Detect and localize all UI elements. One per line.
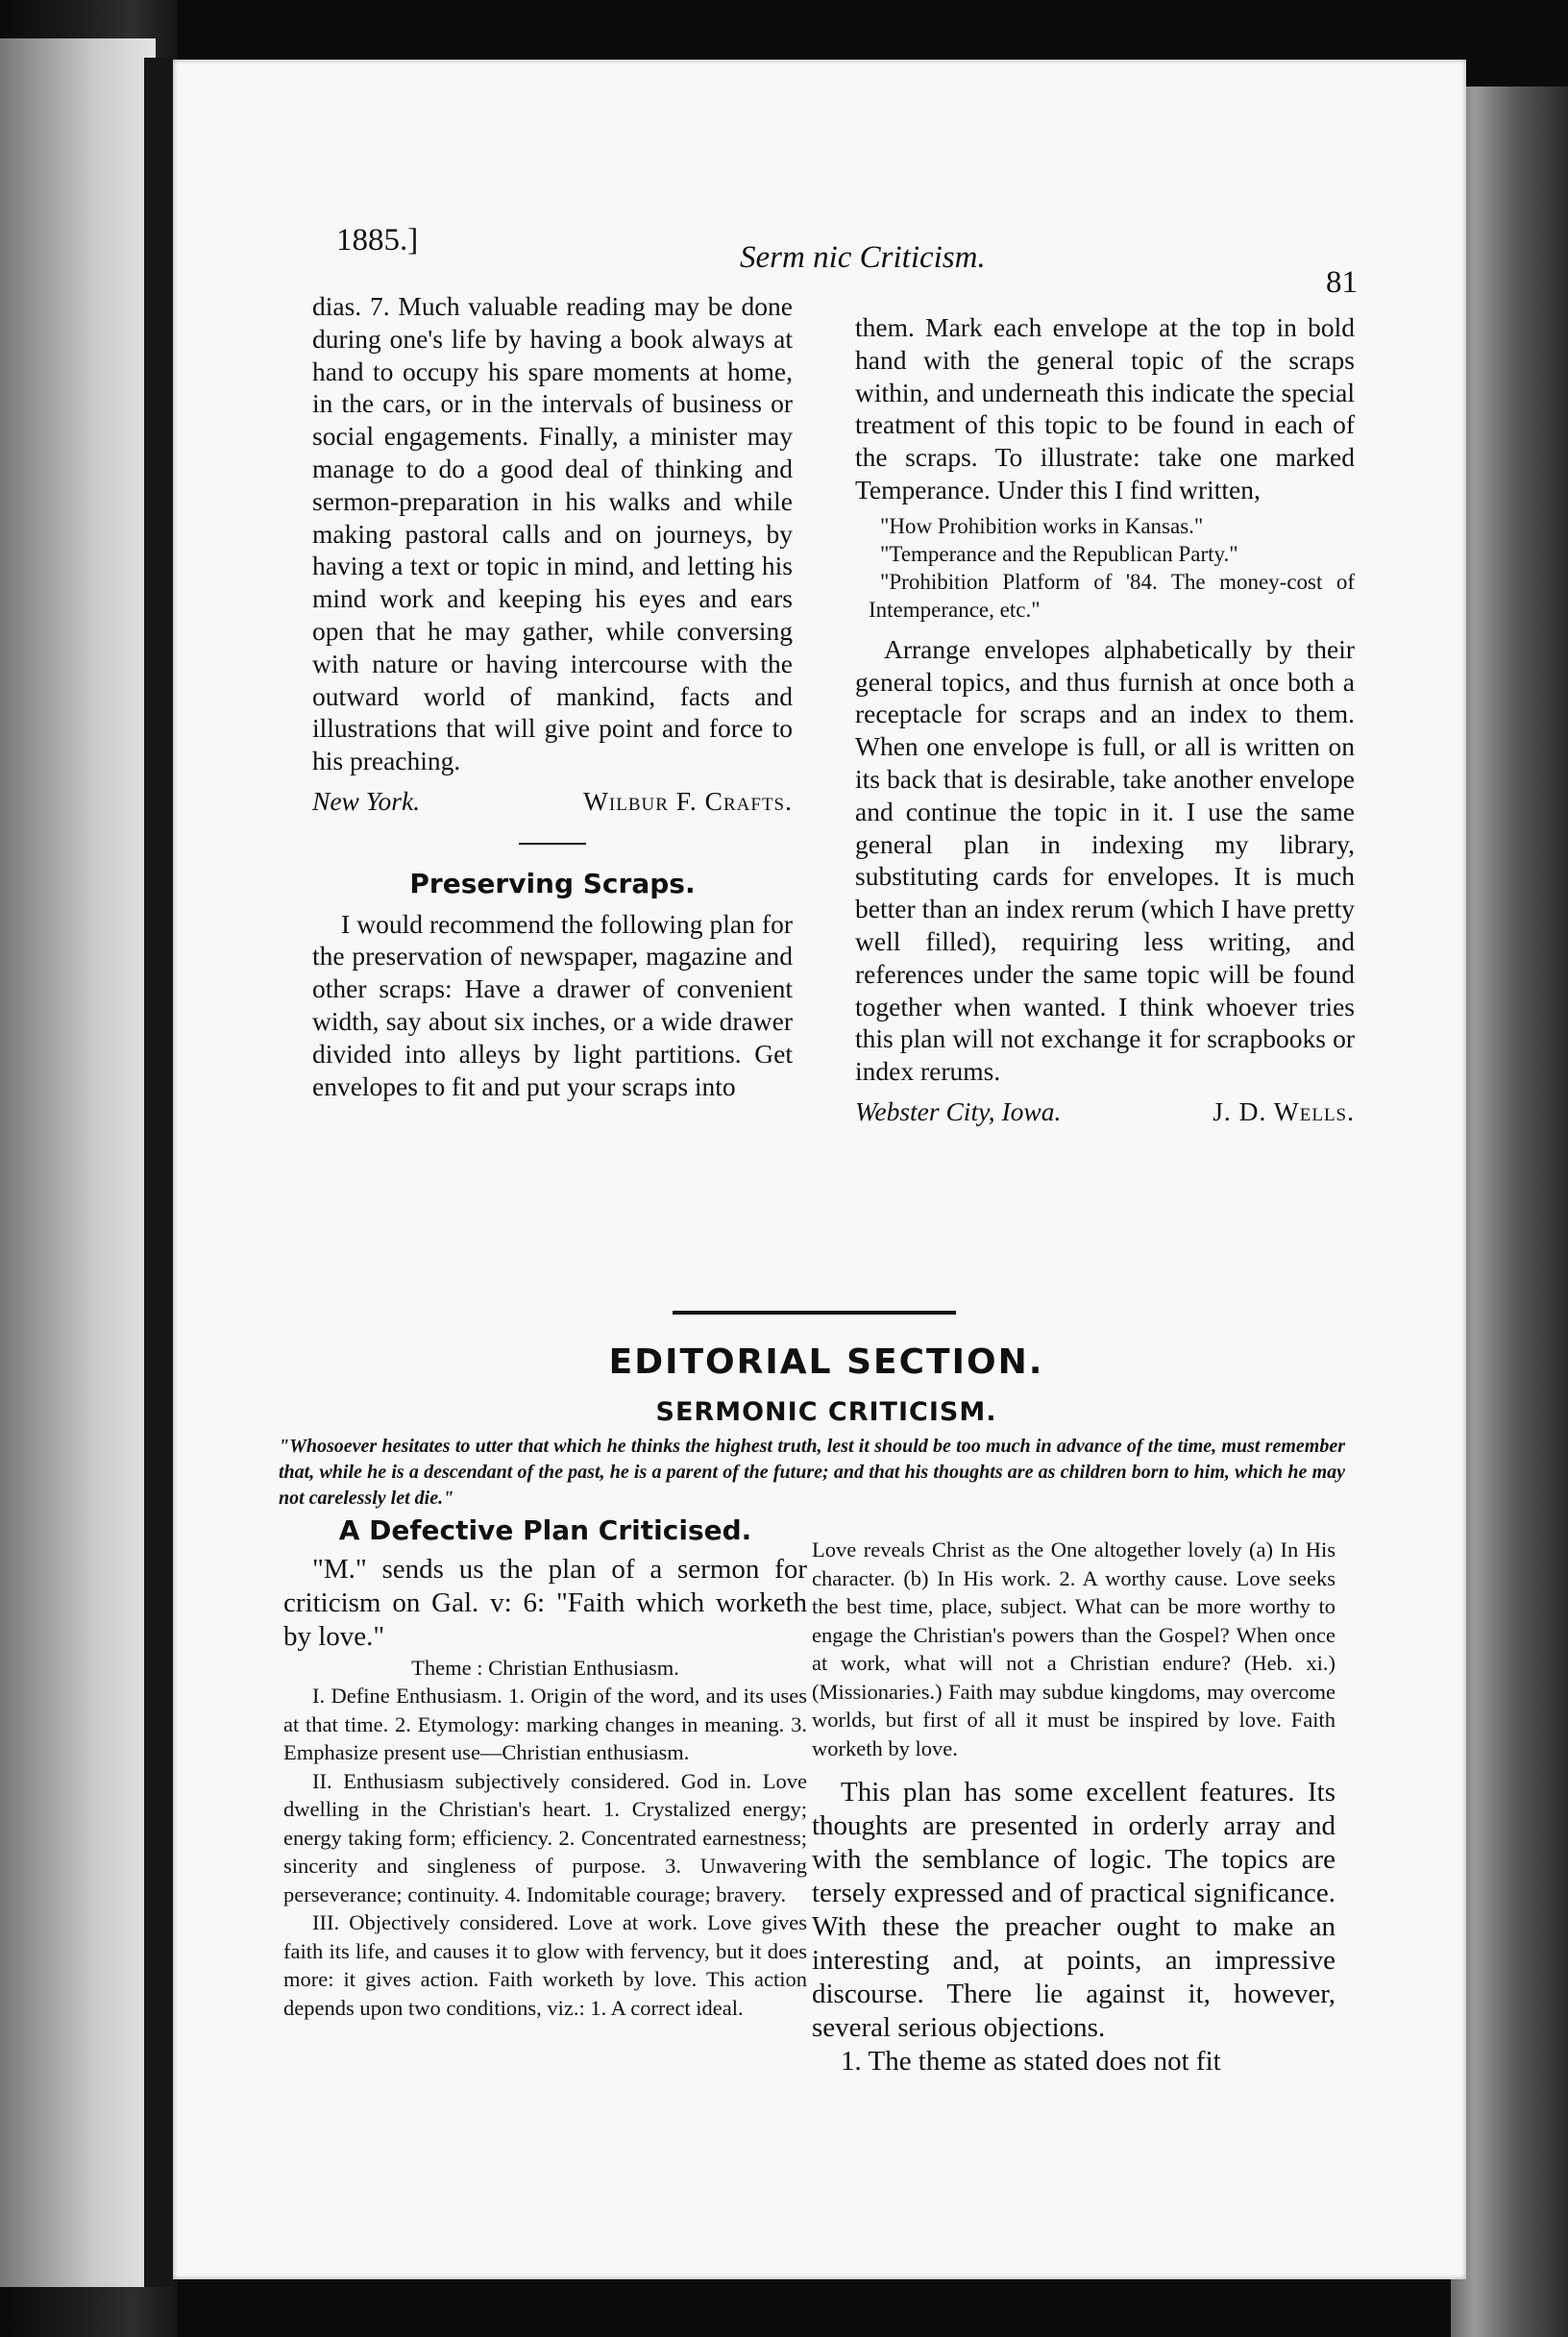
editorial-subtitle: SERMONIC CRITICISM.	[655, 1397, 997, 1427]
plan-point-1: I. Define Enthusiasm. 1. Origin of the word, and its uses at that time. 2. Etymology: marking changes in meaning. 3. Emphasize present use—Christian enthusiasm.	[283, 1684, 807, 1764]
objection-1: 1. The theme as stated does not fit	[841, 2046, 1221, 2077]
signature-name: J. D. Wells.	[1213, 1095, 1355, 1126]
critique-theme: Theme : Christian Enthusiasm.	[411, 1655, 679, 1680]
section-divider	[519, 843, 586, 845]
gutter-shadow	[144, 58, 171, 2287]
critique-comment: This plan has some excellent features. Its thoughts are presented in orderly array and with the semblance of logic. The topics are tersely expressed and of practical significance. With these the preacher ought to make an interesting and, at points, an impressive discourse. There lie against it, however, several serious objections.	[812, 1777, 1335, 2043]
signature-place: New York.	[312, 785, 421, 816]
running-title: Serm nic Criticism.	[740, 240, 986, 275]
critique-heading: A Defective Plan Criticised.	[338, 1514, 752, 1546]
lower-left-column	[283, 1511, 807, 2022]
editorial-divider	[673, 1311, 956, 1315]
page-number: 81	[1326, 265, 1358, 300]
section-paragraph: I would recommend the following plan for the preservation of newspaper, magazine and other scraps: Have a drawer of convenient width, say about six inches, or a wide drawer divided into alleys by light partitions. Get envelopes to fit and put your scraps into	[312, 908, 793, 1101]
header-year: 1885.]	[336, 223, 419, 258]
signature-place: Webster City, Iowa.	[855, 1095, 1062, 1126]
right-column	[855, 311, 1355, 1128]
facing-page-edge	[0, 38, 156, 2287]
right-paragraph-2: Arrange envelopes alphabetically by their general topics, and thus furnish at once both a receptacle for scraps and an index to them. When one envelope is full, or all is written on its back that is desirable, take another envelope and continue the topic in it. I use the same general plan in indexing my library, substituting cards for envelopes. It is much better than an index rerum (which I have pretty well filled), requiring less writing, and references under the same topic will be found together when wanted. I think whoever tries this plan will not exchange it for scrapbooks or index rerums.	[855, 633, 1355, 1087]
quote-item: "Temperance and the Republican Party."	[880, 541, 1238, 566]
epigraph: "Whosoever hesitates to utter that which he thinks the highest truth, lest it should be too much in advance of the time, must remember that, while he is a descendant of the past, he is a parent of the future; and that his thoughts are as children born to him, which he may not carelessly let die."	[279, 1436, 1345, 1509]
lower-right-column	[812, 1536, 1335, 2079]
quote-item: "How Prohibition works in Kansas."	[880, 513, 1204, 538]
book-page	[173, 60, 1466, 2279]
editorial-title: EDITORIAL SECTION.	[608, 1342, 1044, 1382]
plan-point-3: III. Objectively considered. Love at work. Love gives faith its life, and causes it to glow with fervency, but it does more: it gives action. Faith worketh by love. This action depends upon two conditions, viz.: 1. A correct ideal.	[283, 1910, 807, 2020]
left-column	[312, 290, 793, 1102]
critique-intro: "M." sends us the plan of a sermon for criticism on Gal. v: 6: "Faith which worketh by love."	[283, 1553, 807, 1652]
plan-point-2: II. Enthusiasm subjectively considered. God in. Love dwelling in the Christian's heart. 1. Crystalized energy; energy taking form; efficiency. 2. Concentrated earnestness; sincerity and singleness of purpose. 3. Unwavering perseverance; continuity. 4. Indomitable courage; bravery.	[283, 1768, 807, 1906]
signature-crafts	[312, 785, 793, 818]
right-paragraph-1: them. Mark each envelope at the top in bold hand with the general topic of the scraps within, and underneath this indicate the special treatment of this topic to be found in each of the scraps. To illustrate: take one marked Temperance. Under this I find written,	[855, 312, 1355, 504]
quote-item: "Prohibition Platform of '84. The money-cost of Intemperance, etc."	[869, 569, 1355, 622]
page-stack-edge	[1451, 86, 1568, 2337]
signature-wells	[855, 1095, 1355, 1128]
plan-continuation: Love reveals Christ as the One altogether lovely (a) In His character. (b) In His work. 2. A worthy cause. Love seeks the best time, place, subject. What can be more worthy to engage the Christian's powers than the Gospel? When once at work, what will not a Christian endure? (Heb. xi.) (Missionaries.) Faith may subdue kingdoms, may overcome worlds, but first of all it must be inspired by love. Faith worketh by love.	[812, 1538, 1335, 1760]
quoted-topics	[869, 512, 1355, 624]
signature-name: Wilbur F. Crafts.	[582, 785, 793, 816]
section-heading: Preserving Scraps.	[409, 867, 696, 899]
left-paragraph: dias. 7. Much valuable reading may be done during one's life by having a book always at hand to occupy his spare moments at home, in the cars, or in the intervals of business or social engagements. Finally, a minister may manage to do a good deal of thinking and sermon-preparation in his walks and while making pastoral calls and on journeys, by having a text or topic in mind, and letting his mind work and keeping his eyes and ears open that he may gather, while conversing with nature or having intercourse with the outward world of mankind, facts and illustrations that will give point and force to his preaching.	[312, 291, 793, 776]
